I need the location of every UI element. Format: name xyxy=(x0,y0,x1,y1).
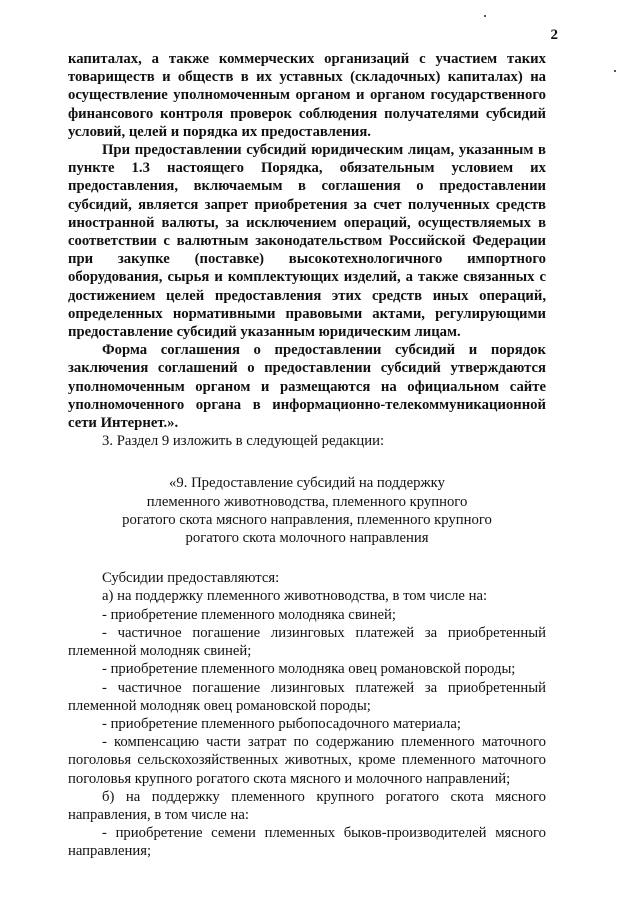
list-intro: Субсидии предоставляются: xyxy=(102,570,280,587)
heading-line: рогатого скота молочного направления xyxy=(185,530,429,547)
list-item: - частичное погашение лизинговых платежей за приобретенный племенной молодняк овец романовской породы; xyxy=(68,679,546,714)
list-item: - приобретение семени племенных быков-производителей мясного направления; xyxy=(68,825,546,860)
scan-dot xyxy=(614,70,616,72)
list-item: - приобретение племенного рыбопосадочного материала; xyxy=(102,715,461,732)
paragraph-amendment: 3. Раздел 9 изложить в следующей редакции: xyxy=(102,433,385,450)
paragraph: капиталах, а также коммерческих организаций с участием таких товариществ и обществ в их уставных (складочных) капиталах) на осуществление уполномоченным органом и органом государственного финансового контроля проверок соблюдения получателями субсидий условий, целей и порядка их предоставления. xyxy=(68,51,546,140)
list-item: - приобретение племенного молодняка овец романовской породы; xyxy=(102,661,516,678)
paragraph: При предоставлении субсидий юридическим лицам, указанным в пункте 1.3 настоящего Порядка, обязательным условием их предоставления, включаемым в соглашения о предоставлении субсидий, является запрет приобретения за счет полученных средств иностранной валюты, за исключением операций, осуществляемых в соответствии с валютным законодательством Российской Федерации при закупке (поставке) высокотехнологичного импортного оборудования, сырья и комплектующих изделий, а также связанных с достижением целей предоставления этих средств иных операций, определенных нормативными правовыми актами, регулирующими предоставление субсидий указанным юридическим лицам. xyxy=(68,142,546,341)
heading-line: племенного животноводства, племенного крупного xyxy=(146,493,468,510)
heading-line: рогатого скота мясного направления, племенного крупного xyxy=(122,511,492,528)
paragraph: Форма соглашения о предоставлении субсидий и порядок заключения соглашений о предоставлении субсидий утверждаются уполномоченным органом и размещаются на официальном сайте уполномоченного органа в информационно-телекоммуникационной сети Интернет.». xyxy=(68,342,546,432)
heading-line: «9. Предоставление субсидий на поддержку xyxy=(169,475,445,492)
scan-dot xyxy=(484,15,486,17)
list-item: б) на поддержку племенного крупного рогатого скота мясного направления, в том числе на: xyxy=(68,788,546,823)
document-body xyxy=(68,50,546,861)
list-item: - частичное погашение лизинговых платежей за приобретенный племенной молодняк свиней; xyxy=(68,624,546,660)
section-heading xyxy=(68,474,546,547)
list-item: - приобретение племенного молодняка свиней; xyxy=(102,606,396,623)
list-item: а) на поддержку племенного животноводства, в том числе на: xyxy=(102,588,488,605)
page-number: 2 xyxy=(550,27,558,43)
list-item: - компенсацию части затрат по содержанию племенного маточного поголовья сельскохозяйственных животных, кроме племенного маточного поголовья крупного рогатого скота мясного и молочного направлений; xyxy=(68,734,546,787)
